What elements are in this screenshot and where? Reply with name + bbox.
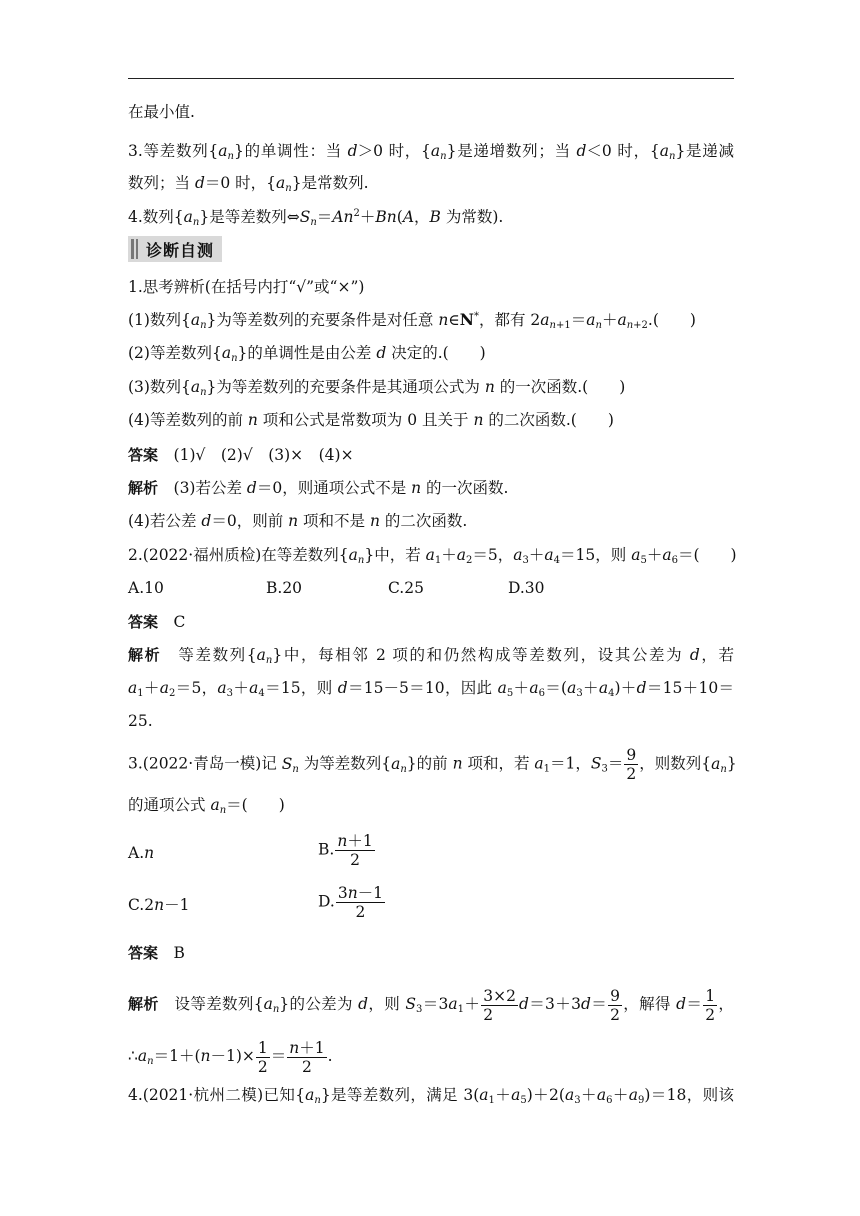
q1-item-4: (4)等差数列的前 n 项和公式是常数项为 0 且关于 n 的二次函数.( ) <box>128 411 614 429</box>
line-min-value: 在最小值. <box>128 103 195 121</box>
q3-option-b: B. $\frac{n+1}{2}$ <box>318 832 373 869</box>
q3-option-d: D. $\frac{3n-1}{2}$ <box>318 884 384 921</box>
line-monotonic-1: 3.等差数列$\{a_n\}$的单调性：当 d＞0 时，$\{a_n\}$是递增数列；当 d＜0 时，$\{a_n\}$是递减 <box>128 142 735 162</box>
q3-stem-2: 的通项公式 $a_n=$( ) <box>128 796 285 816</box>
q2-analysis-3: 25. <box>128 712 153 730</box>
q3-options-ab <box>128 832 734 876</box>
q4-stem: 4.(2021·杭州二模)已知$\{a_n\}$是等差数列，满足 $3(a_1+a_5)+2(a_3+a_6+a_9)=18$，则该 <box>128 1086 734 1106</box>
q3-options-cd <box>128 884 734 928</box>
q1-answer: 答案 (1)√ (2)√ (3)× (4)× <box>128 446 354 464</box>
q2-option-c: C.25 <box>388 579 424 597</box>
q3-option-a: A.n <box>128 844 155 862</box>
q1-item-3: (3)数列$\{a_n\}$为等差数列的充要条件是其通项公式为 n 的一次函数.( ) <box>128 378 626 398</box>
q2-stem: 2.(2022·福州质检)在等差数列$\{a_n\}$中，若 $a_1+a_2=5$，$a_3+a_4=15$，则 $a_5+a_6=$( ) <box>128 546 737 566</box>
q2-answer: 答案 C <box>128 613 186 631</box>
line-sum-formula: 4.数列$\{a_n\}$是等差数列$\Leftrightarrow S_n=An^2+Bn(A$，B 为常数). <box>128 208 504 228</box>
q3-stem-1: 3.(2022·青岛一模)记 $S_n$ 为等差数列$\{a_n\}$的前 n 项和，若 $a_1=1$，$S_3=$ $\frac{9}{2}$ ，则数列$\{a_n\}$ <box>128 746 737 783</box>
q2-option-d: D.30 <box>508 579 545 597</box>
q1-item-2: (2)等差数列$\{a_n\}$的单调性是由公差 d 决定的.( ) <box>128 344 486 364</box>
q1-item-1: (1)数列$\{a_n\}$为等差数列的充要条件是对任意 n∈N*，都有 $2a_{n+1}=a_n+a_{n+2}$.( ) <box>128 310 696 331</box>
heading-text: 诊断自测 <box>146 241 215 260</box>
q2-analysis-2: $a_1+a_2=5$，$a_3+a_4=15$，则 d＝15－5＝10，因此 $a_5+a_6=(a_3+a_4)+d=15+10=$ <box>128 679 734 699</box>
q2-option-a: A.10 <box>128 579 164 597</box>
heading-bars-icon <box>131 239 142 259</box>
q1-title: 1.思考辨析(在括号内打“√”或“×”) <box>128 278 365 296</box>
q1-analysis-2: (4)若公差 d＝0，则前 n 项和不是 n 的二次函数. <box>128 512 468 530</box>
q1-analysis-1: 解析 (3)若公差 d＝0，则通项公式不是 n 的一次函数. <box>128 479 509 497</box>
q3-answer: 答案 B <box>128 944 185 962</box>
q2-analysis-1: 解析 等差数列$\{a_n\}$中，每相邻 2 项的和仍然构成等差数列，设其公差为 d，若 <box>128 646 734 666</box>
header-rule <box>128 78 734 79</box>
section-heading <box>128 236 222 262</box>
q3-analysis-2: $\therefore a_n=1+(n-1)\times$ $\frac{1}{2}$ ＝ $\frac{n+1}{2}$ . <box>128 1038 333 1076</box>
q3-option-c: C.2n－1 <box>128 896 190 914</box>
q2-option-b: B.20 <box>266 579 303 597</box>
q3-analysis-1: 解析 设等差数列$\{a_n\}$的公差为 d，则 $S_3=3a_1+$ $\frac{3\times 2}{2}$ d＝3＋3d＝ $\frac{9}{2}$ ，解得 d＝ $\frac{1}{2}$ ， <box>128 986 734 1024</box>
line-monotonic-2: 数列；当 d＝0 时，$\{a_n\}$是常数列. <box>128 174 369 194</box>
